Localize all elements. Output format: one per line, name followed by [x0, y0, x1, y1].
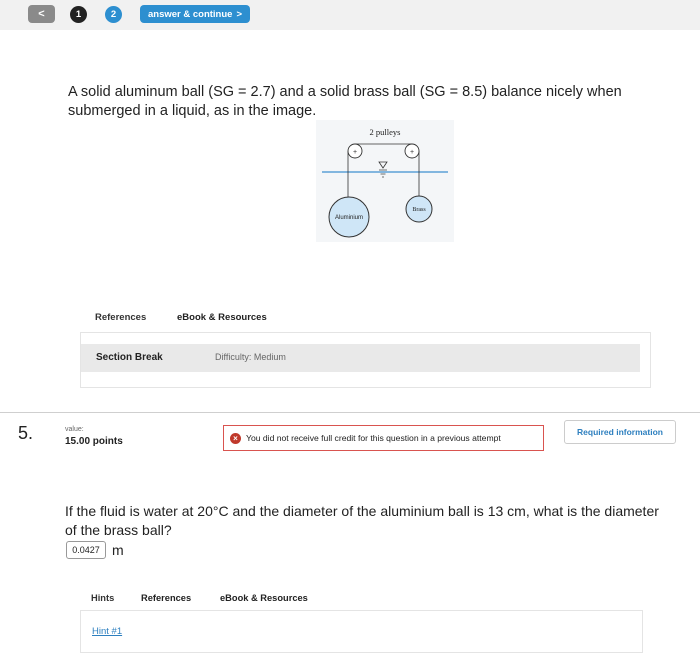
tab-references[interactable]: References: [141, 593, 192, 603]
tab-hints[interactable]: Hints: [91, 593, 115, 603]
section-break-label: Section Break: [96, 352, 163, 363]
pulley-figure: [316, 120, 454, 242]
question-intro-text: A solid aluminum ball (SG = 2.7) and a solid brass ball (SG = 8.5) balance nicely when submerged in a liquid, as in the image.: [68, 84, 622, 119]
water-level-icon: [379, 162, 387, 168]
tab-ebook-resources[interactable]: eBook & Resources: [220, 593, 308, 603]
section-break-bar: [81, 344, 640, 372]
tab-references[interactable]: References: [95, 312, 147, 323]
page-2-button[interactable]: 2: [105, 6, 122, 23]
hints-panel: [80, 610, 643, 653]
top-nav-bar: [0, 0, 700, 30]
question1-tabs: [80, 304, 650, 332]
credit-alert: [223, 425, 544, 451]
svg-text:+: +: [352, 149, 358, 156]
brass-label: Brass: [412, 207, 426, 213]
answer-continue-button[interactable]: [140, 5, 250, 23]
question2-tabs: [80, 586, 650, 612]
back-button[interactable]: [28, 5, 55, 23]
question-divider: [0, 412, 700, 413]
value-label: value:: [65, 426, 84, 433]
error-icon: ×: [230, 433, 241, 444]
question-number: 5.: [18, 423, 34, 443]
page-1-button[interactable]: 1: [70, 6, 87, 23]
svg-text:+: +: [409, 149, 415, 156]
continue-label: answer & continue: [147, 8, 233, 20]
aluminium-label: Aluminium: [334, 215, 364, 221]
answer-row: [66, 541, 124, 559]
hint-1-link[interactable]: Hint #1: [92, 626, 123, 637]
tab-ebook-resources[interactable]: eBook & Resources: [177, 312, 267, 323]
figure-title: 2 pulleys: [369, 127, 401, 137]
chevron-left-icon: <: [38, 8, 45, 20]
alert-text: You did not receive full credit for this question in a previous attempt: [246, 433, 501, 443]
references-panel: [80, 332, 651, 388]
answer-unit: m: [112, 542, 124, 558]
question-text: If the fluid is water at 20°C and the diameter of the aluminium ball is 13 cm, what is the diameter of the brass ball?: [65, 503, 659, 538]
difficulty-label: Difficulty: Medium: [215, 352, 286, 362]
points-value: 15.00 points: [65, 436, 123, 447]
chevron-right-icon: >: [236, 8, 243, 20]
pulley-diagram: [316, 120, 454, 242]
answer-input[interactable]: 0.0427: [66, 541, 106, 559]
required-information-button[interactable]: Required information: [564, 420, 676, 444]
